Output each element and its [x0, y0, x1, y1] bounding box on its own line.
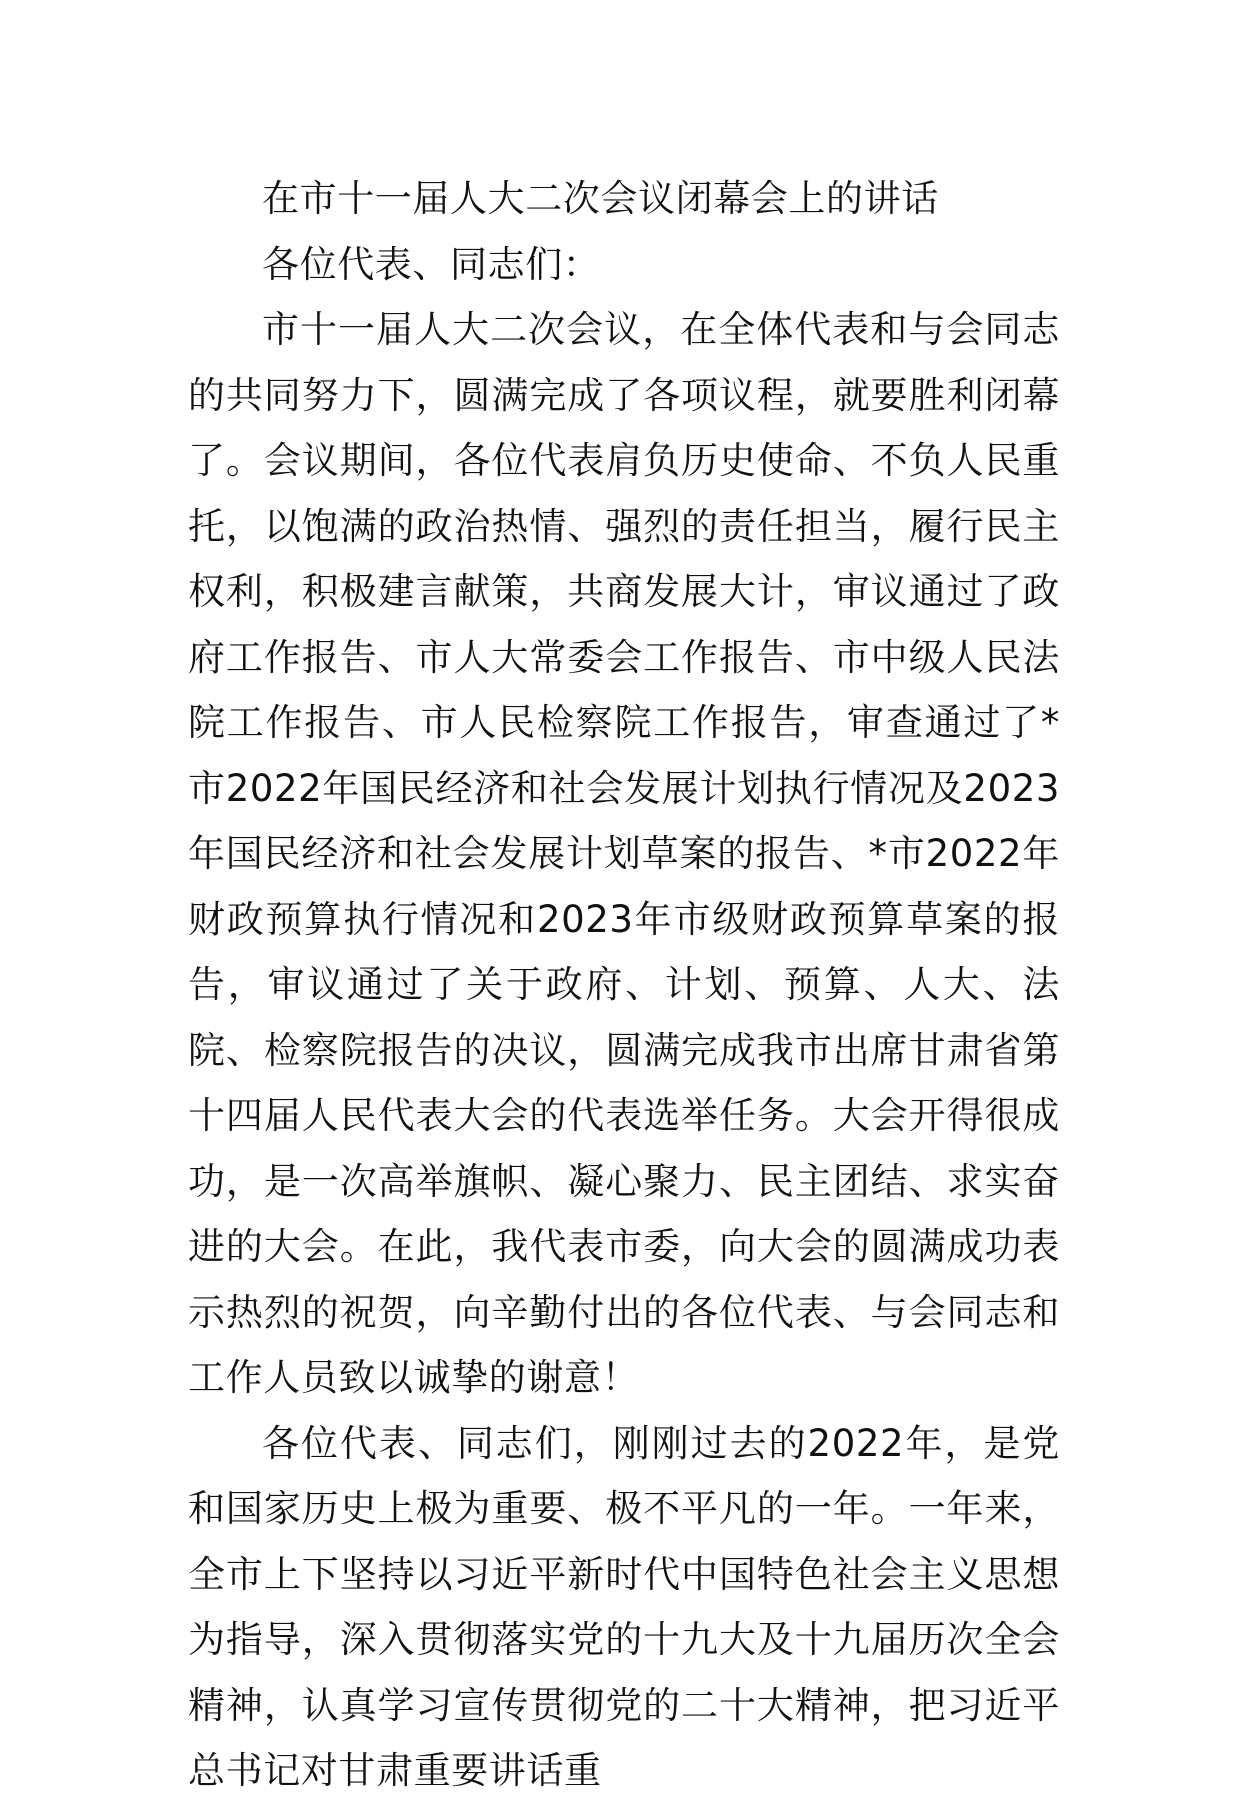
body-paragraph: 市十一届人大二次会议，在全体代表和与会同志的共同努力下，圆满完成了各项议程，就要胜利闭幕了。会议期间，各位代表肩负历史使命、不负人民重托，以饱满的政治热情、强烈的责任担当，履行民主权利，积极建言献策，共商发展大计，审议通过了政府工作报告、市人大常委会工作报告、市中级人民法院工作报告、市人民检察院工作报告，审查通过了*市2022年国民经济和社会发展计划执行情况及2023年国民经济和社会发展计划草案的报告、*市2022年财政预算执行情况和2023年市级财政预算草案的报告，审议通过了关于政府、计划、预算、人大、法院、检察院报告的决议，圆满完成我市出席甘肃省第十四届人民代表大会的代表选举任务。大会开得很成功，是一次高举旗帜、凝心聚力、民主团结、求实奋进的大会。在此，我代表市委，向大会的圆满成功表示热烈的祝贺，向辛勤付出的各位代表、与会同志和工作人员致以诚挚的谢意！ [188, 308, 1060, 1399]
document-title: 在市十一届人大二次会议闭幕会上的讲话 [262, 177, 939, 220]
body-paragraph: 各位代表、同志们，刚刚过去的2022年，是党和国家历史上极为重要、极不平凡的一年。一年来，全市上下坚持以习近平新时代中国特色社会主义思想为指导，深入贯彻落实党的十九大及十九届历次全会精神，认真学习宣传贯彻党的二十大精神，把习近平总书记对甘肃重要讲话重 [188, 1421, 1060, 1792]
salutation: 各位代表、同志们： [262, 242, 601, 286]
document-body [188, 166, 1060, 1804]
